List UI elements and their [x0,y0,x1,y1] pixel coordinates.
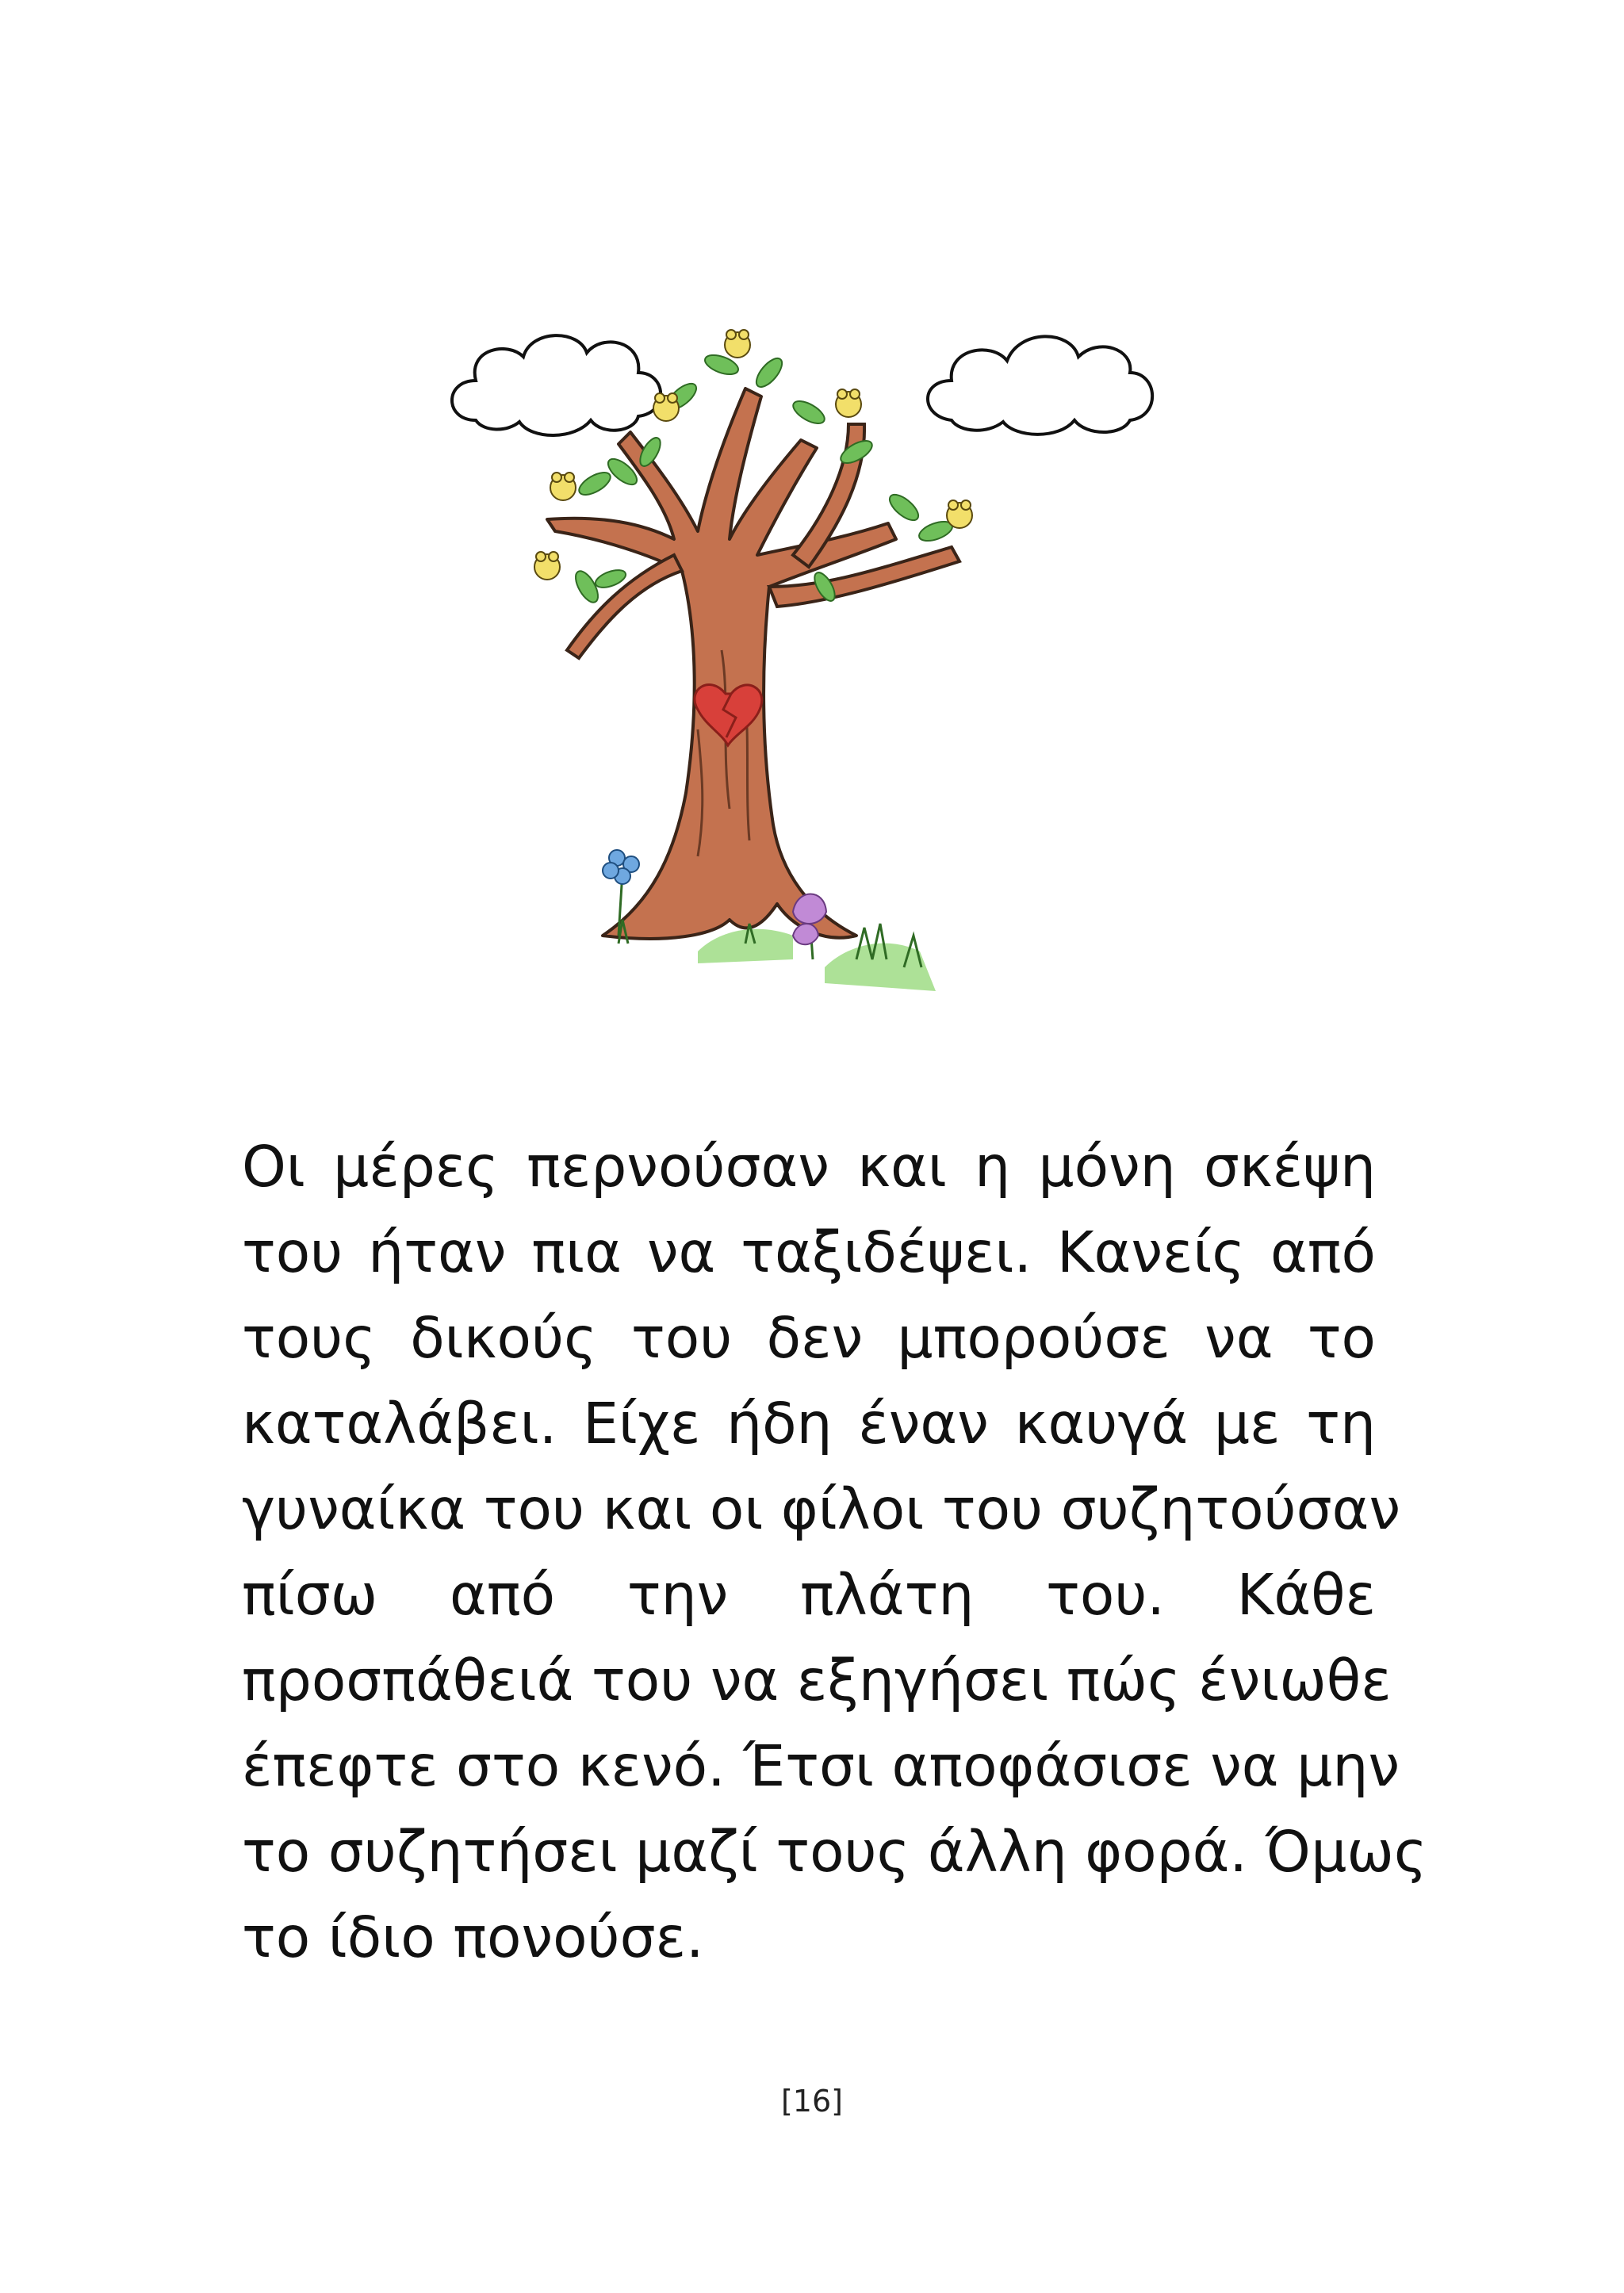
story-line: πίσω από την πλάτη του. Κάθε [242,1562,1376,1628]
grass-drawing [698,929,793,963]
story-line: το ίδιο πονούσε. [242,1904,704,1970]
story-line: το συζητήσει μαζί τους άλλη φορά. Όμως [242,1819,1427,1885]
page-number: [16] [780,2084,843,2119]
tree-branch [567,555,682,658]
story-line: τους δικούς του δεν μπορούσε να το [242,1305,1376,1371]
tree-illustration [349,254,1253,1031]
story-line: καταλάβει. Είχε ήδη έναν καυγά με τη [242,1391,1376,1457]
cloud-drawing [928,336,1152,434]
grass-drawing [825,944,936,991]
story-paragraph [242,1124,1427,1981]
cloud-drawing [452,335,661,435]
tree-drawing [349,254,1253,1031]
story-line: Οι μέρες περνούσαν και η μόνη σκέψη [242,1134,1376,1200]
story-line: γυναίκα του και οι φίλοι του συζητούσαν [242,1476,1401,1542]
story-line: έπεφτε στο κενό. Έτσι αποφάσισε να μην [242,1733,1400,1799]
story-line: του ήταν πια να ταξιδέψει. Κανείς από [242,1219,1376,1285]
story-line: προσπάθειά του να εξηγήσει πώς ένιωθε [242,1648,1392,1713]
